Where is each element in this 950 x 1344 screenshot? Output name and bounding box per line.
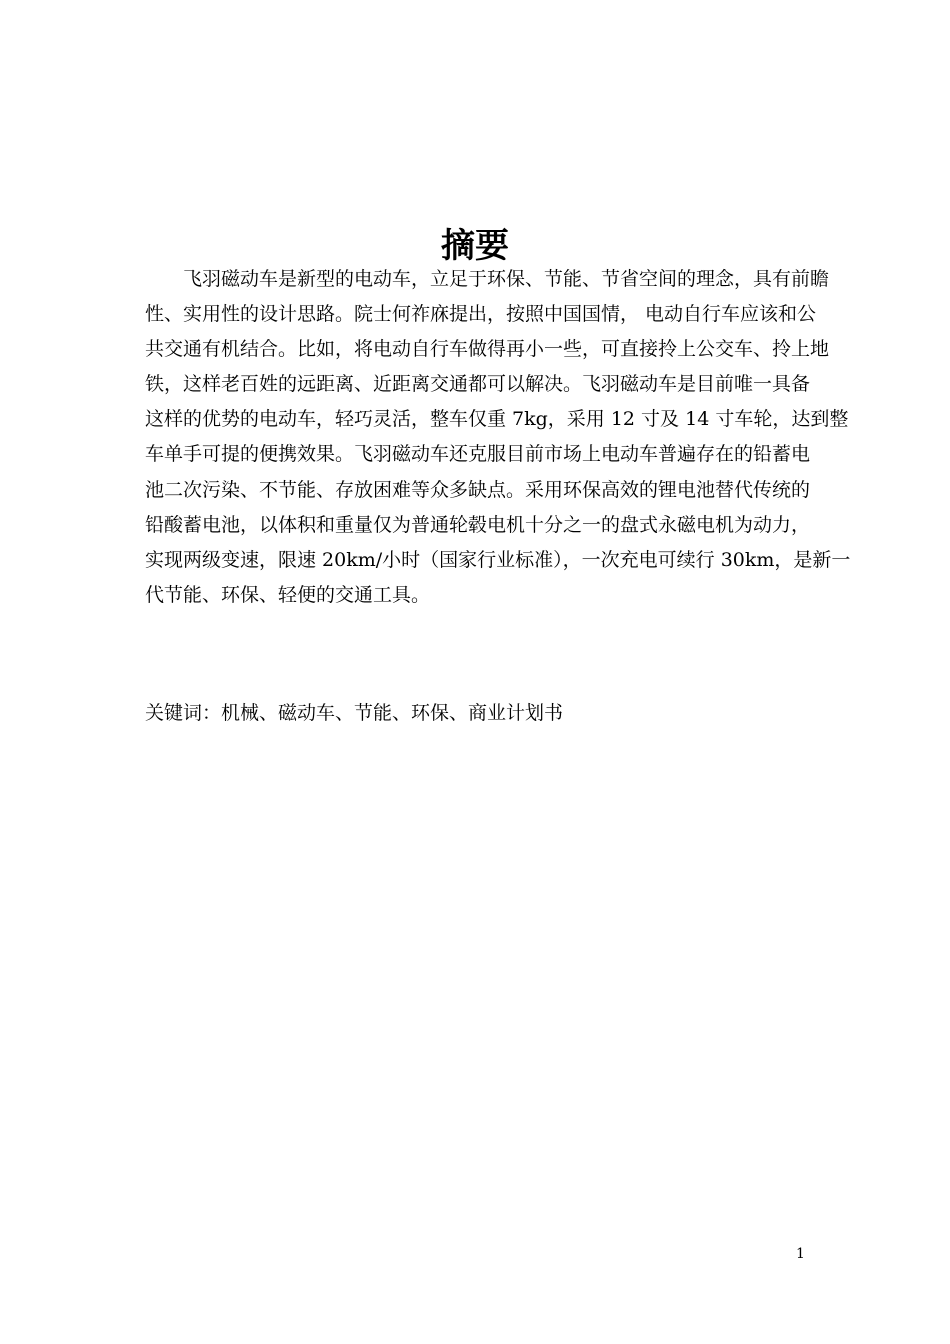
abstract-line: 代节能、环保、轻便的交通工具。 — [145, 583, 431, 606]
abstract-line: 性、实用性的设计思路。院士何祚庥提出，按照中国国情， 电动自行车应该和公 — [145, 303, 817, 326]
page-number: 1 — [796, 1246, 805, 1262]
abstract-line: 池二次污染、不节能、存放困难等众多缺点。采用环保高效的锂电池替代传统的 — [145, 478, 811, 501]
abstract-line: 飞羽磁动车是新型的电动车，立足于环保、节能、节省空间的理念，具有前瞻 — [183, 268, 830, 290]
abstract-line: 铁，这样老百姓的远距离、近距离交通都可以解决。飞羽磁动车是目前唯一具备 — [145, 373, 811, 396]
abstract-line: 车单手可提的便携效果。飞羽磁动车还克服目前市场上电动车普遍存在的铅蓄电 — [145, 443, 811, 466]
abstract-paragraph — [145, 262, 851, 613]
abstract-line: 实现两级变速，限速 20km/小时（国家行业标准），一次充电可续行 30km，是新一 — [145, 548, 851, 571]
abstract-line: 这样的优势的电动车，轻巧灵活，整车仅重 7kg，采用 12 寸及 14 寸车轮，达到整 — [145, 408, 849, 431]
page-title: 摘要 — [441, 226, 509, 266]
abstract-line: 铅酸蓄电池，以体积和重量仅为普通轮毂电机十分之一的盘式永磁电机为动力， — [145, 513, 811, 536]
keywords: 关键词：机械、磁动车、节能、环保、商业计划书 — [145, 702, 564, 724]
abstract-line: 共交通有机结合。比如，将电动自行车做得再小一些，可直接拎上公交车、拎上地 — [145, 338, 830, 361]
